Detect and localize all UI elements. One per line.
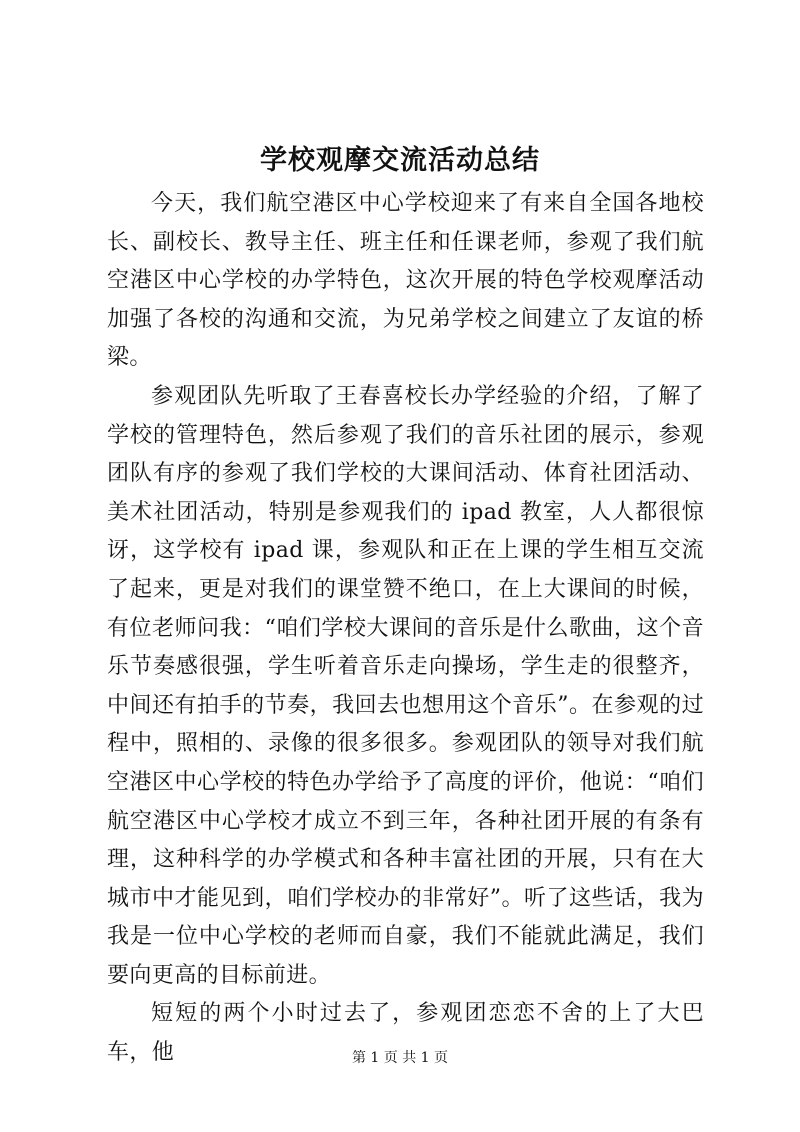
document-body: [107, 185, 704, 1073]
page-footer: 第 1 页 共 1 页: [351, 1050, 449, 1066]
paragraph-2: 参观团队先听取了王春喜校长办学经验的介绍，了解了学校的管理特色，然后参观了我们的音乐社团的展示，参观团队有序的参观了我们学校的大课间活动、体育社团活动、美术社团活动，特别是参观我们的 ipad 教室，人人都很惊讶，这学校有 ipad 课，参观队和正在上课的学生相互交流了起来，更是对我们的课堂赞不绝口，在上大课间的时候，有位老师问我：“咱们学校大课间的音乐是什么歌曲，这个音乐节奏感很强，学生听着音乐走向操场，学生走的很整齐，中间还有拍手的节奏，我回去也想用这个音乐”。在参观的过程中，照相的、录像的很多很多。参观团队的领导对我们航空港区中心学校的特色办学给予了高度的评价，他说：“咱们航空港区中心学校才成立不到三年，各种社团开展的有条有理，这种科学的办学模式和各种丰富社团的开展，只有在大城市中才能见到，咱们学校办的非常好”。听了这些话，我为我是一位中心学校的老师而自豪，我们不能就此满足，我们要向更高的目标前进。: [107, 383, 705, 988]
document-title: 学校观摩交流活动总结: [260, 145, 540, 176]
paragraph-3: 短短的两个小时过去了，参观团恋恋不舍的上了大巴车，他: [107, 1001, 704, 1066]
paragraph-1: 今天，我们航空港区中心学校迎来了有来自全国各地校长、副校长、教导主任、班主任和任课老师，参观了我们航空港区中心学校的办学特色，这次开展的特色学校观摩活动加强了各校的沟通和交流，为兄弟学校之间建立了友谊的桥梁。: [107, 191, 704, 371]
